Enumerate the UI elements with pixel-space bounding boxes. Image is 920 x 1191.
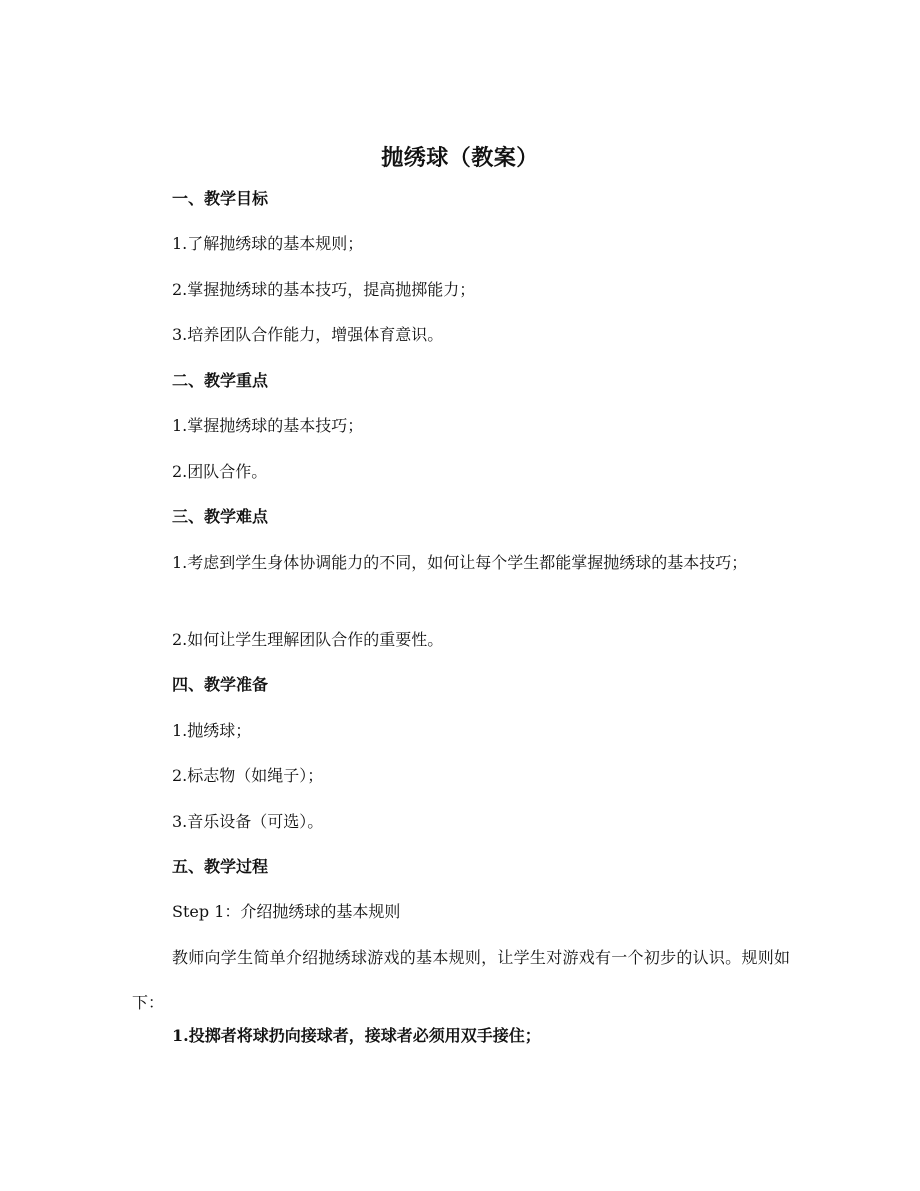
key-point-item-1: 1.掌握抛绣球的基本技巧； [172,416,364,435]
process-step-1-title: Step 1：介绍抛绣球的基本规则 [172,902,401,921]
objective-item-2: 2.掌握抛绣球的基本技巧，提高抛掷能力； [172,280,476,299]
preparation-item-1: 1.抛绣球； [172,721,252,740]
difficulty-item-1: 1.考虑到学生身体协调能力的不同，如何让每个学生都能掌握抛绣球的基本技巧； [172,553,748,572]
difficulty-item-2: 2.如何让学生理解团队合作的重要性。 [172,630,444,649]
section-heading-objectives: 一、教学目标 [172,189,269,208]
section-heading-difficulties: 三、教学难点 [172,507,269,526]
process-step-1-description: 教师向学生简单介绍抛绣球游戏的基本规则，让学生对游戏有一个初步的认识。规则如下： [132,948,790,1012]
section-heading-process: 五、教学过程 [172,857,269,876]
key-point-item-2: 2.团队合作。 [172,462,268,481]
objective-item-3: 3.培养团队合作能力，增强体育意识。 [172,325,444,344]
preparation-item-2: 2.标志物（如绳子）； [172,766,324,785]
objective-item-1: 1.了解抛绣球的基本规则； [172,234,364,253]
rule-item-1: 1.投掷者将球扔向接球者，接球者必须用双手接住； [172,1026,541,1045]
section-heading-preparation: 四、教学准备 [172,675,269,694]
preparation-item-3: 3.音乐设备（可选）。 [172,812,324,831]
document-title: 抛绣球（教案） [381,146,539,171]
section-heading-key-points: 二、教学重点 [172,371,269,390]
